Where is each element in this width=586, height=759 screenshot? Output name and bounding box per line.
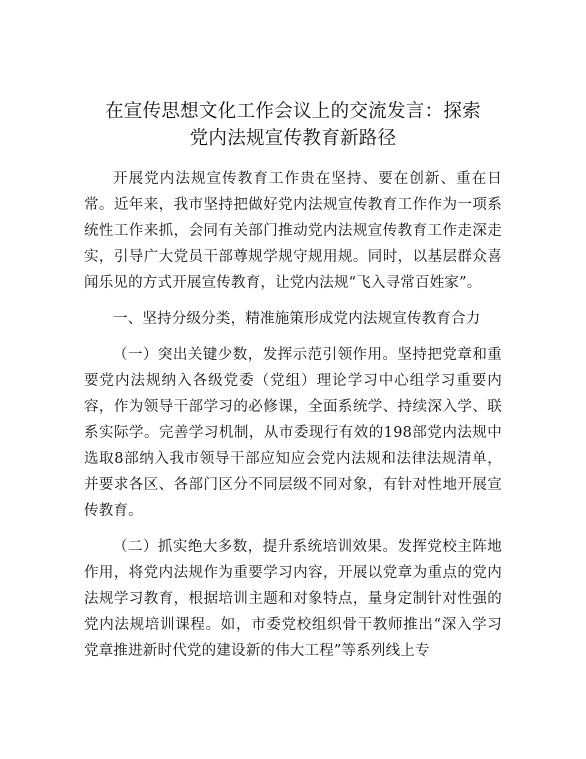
title-line-1: 在宣传思想文化工作会议上的交流发言：探索 [104, 101, 481, 122]
body-paragraph-1: （一）突出关键少数，发挥示范引领作用。坚持把党章和重要党内法规纳入各级党委（党组）理论学习中心组学习重要内容，作为领导干部学习的必修课，全面系统学、持续深入学、联系实际学。完善学习机制，从市委现行有效的198部党内法规中选取8部纳入我市领导干部应知应会党内法规和法律法规清单，并要求各区、各部门区分不同层级不同对象，有针对性地开展宣传教育。 [84, 347, 502, 519]
document-title [84, 0, 502, 152]
title-line-2: 党内法规宣传教育新路径 [189, 128, 397, 149]
body-paragraph-2: （二）抓实绝大多数，提升系统培训效果。发挥党校主阵地作用，将党内法规作为重要学习内容，开展以党章为重点的党内法规学习教育，根据培训主题和对象特点，量身定制针对性强的党内法规培训课程。如，市委党校组织骨干教师推出“深入学习党章推进新时代党的建设新的伟大工程”等系列线上专 [84, 539, 502, 659]
section-heading: 一、坚持分级分类，精准施策形成党内法规宣传教育合力 [113, 311, 481, 327]
intro-paragraph: 开展党内法规宣传教育工作贵在坚持、要在创新、重在日常。近年来，我市坚持把做好党内法规宣传教育工作作为一项系统性工作来抓，会同有关部门推动党内法规宣传教育工作走深走实，引导广大党员干部尊规学规守规用规。同时，以基层群众喜闻乐见的方式开展宣传教育，让党内法规“飞入寻常百姓家”。 [84, 171, 502, 291]
document-body [84, 166, 502, 664]
